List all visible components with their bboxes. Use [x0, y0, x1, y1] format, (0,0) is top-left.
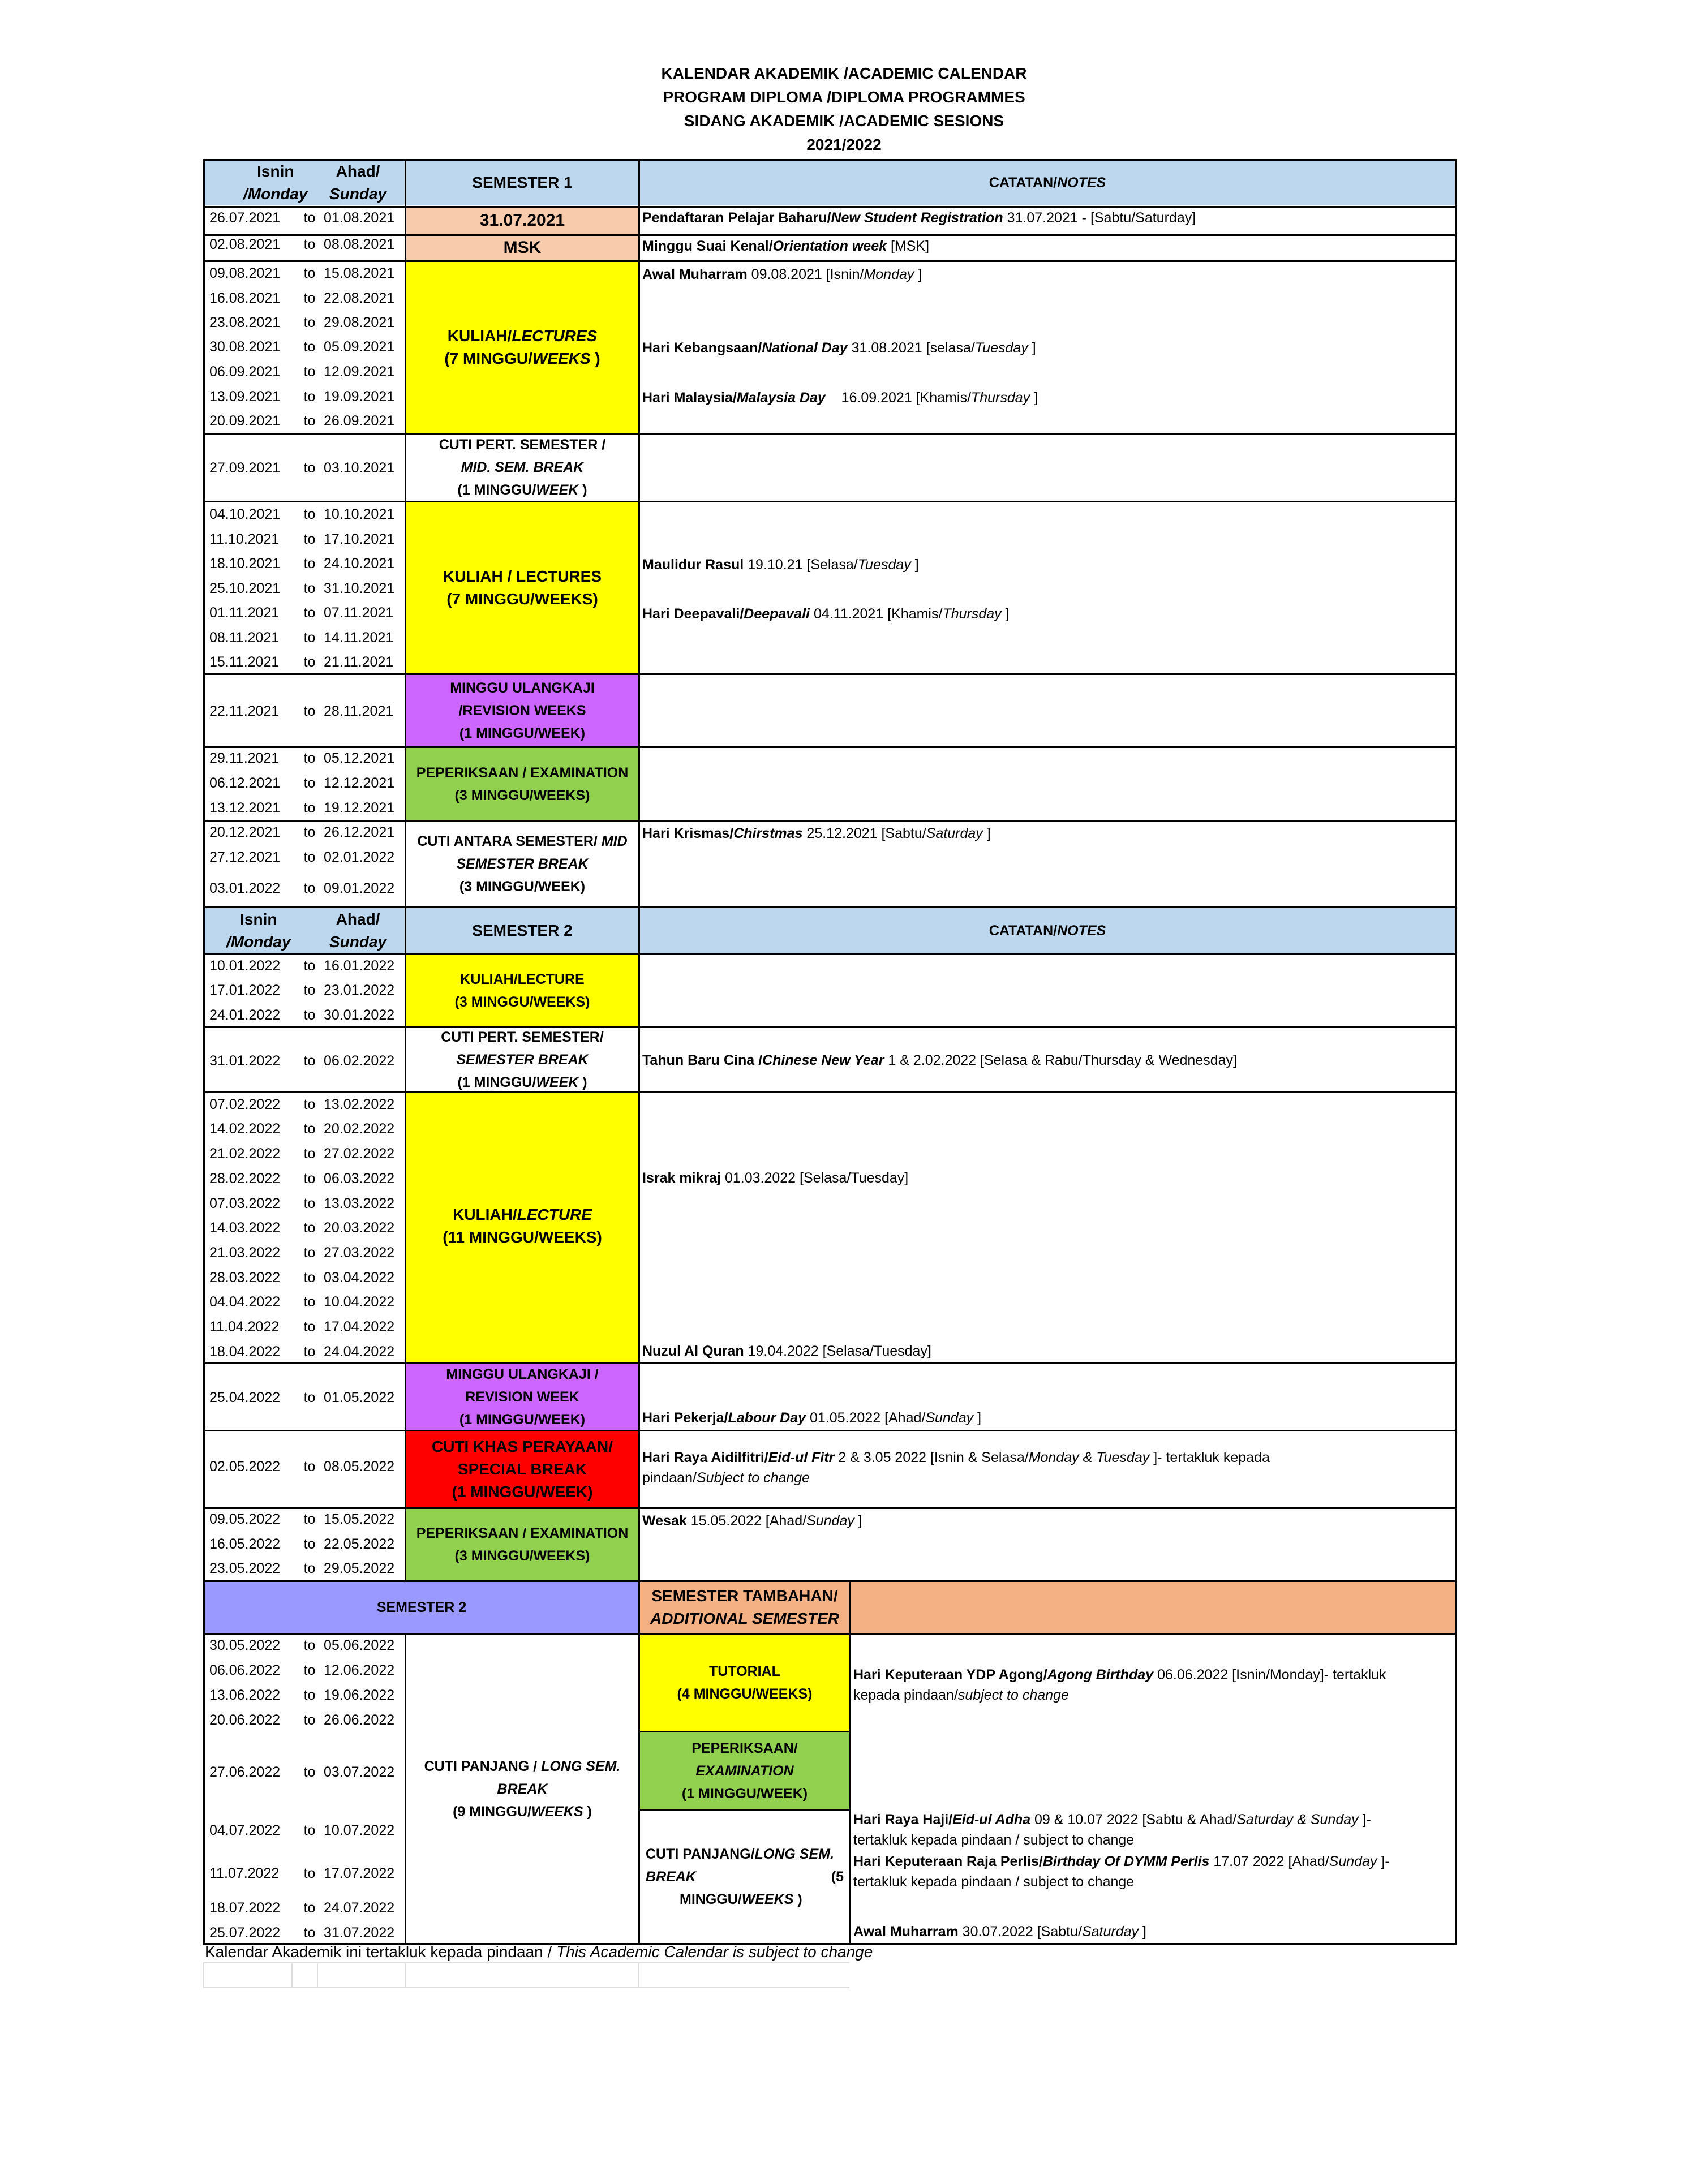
date-to: to — [303, 958, 316, 974]
date-row — [205, 314, 405, 332]
date-start: 18.04.2022 — [209, 1344, 281, 1360]
date-row — [205, 209, 405, 227]
date-row — [205, 1120, 405, 1138]
footer-grid-line — [317, 1962, 318, 1987]
date-end: 10.04.2022 — [324, 1294, 395, 1310]
date-to: to — [303, 703, 316, 719]
date-start: 07.02.2022 — [209, 1097, 281, 1112]
date-end: 07.11.2021 — [324, 605, 394, 621]
sem2-kuliah2-cell: KULIAH/LECTURE (11 MINGGU/WEEKS) — [406, 1093, 638, 1362]
title-line-4: 2021/2022 — [806, 136, 882, 153]
date-to: to — [303, 339, 316, 355]
grid-line — [203, 1580, 1457, 1582]
date-start: 30.05.2022 — [209, 1637, 281, 1653]
date-to: to — [303, 1196, 316, 1211]
date-to: to — [303, 824, 316, 840]
date-start: 07.03.2022 — [209, 1196, 281, 1211]
date-start: 21.02.2022 — [209, 1146, 281, 1162]
date-start: 13.09.2021 — [209, 389, 281, 405]
date-start: 04.07.2022 — [209, 1822, 281, 1838]
date-row — [205, 1318, 405, 1336]
date-to: to — [303, 1712, 316, 1728]
date-to: to — [303, 413, 316, 429]
grid-line — [203, 953, 1457, 955]
date-to: to — [303, 1121, 316, 1137]
date-end: 17.04.2022 — [324, 1319, 395, 1335]
date-start: 24.01.2022 — [209, 1007, 281, 1023]
footer-grid-line — [638, 1962, 639, 1987]
date-row — [205, 654, 405, 672]
footer-grid-line — [405, 1962, 406, 1987]
note-agong-birthday: Hari Keputeraan YDP Agong/Agong Birthday 06.06.2022 [Isnin/Monday]- tertakluk kepada pindaan/subject to change — [853, 1667, 1386, 1703]
date-to: to — [303, 880, 316, 896]
date-to: to — [303, 982, 316, 998]
grid-line — [203, 906, 1457, 908]
date-start: 15.11.2021 — [209, 654, 280, 670]
date-row — [205, 982, 405, 1000]
date-start: 06.09.2021 — [209, 364, 281, 380]
date-end: 12.06.2022 — [324, 1662, 395, 1678]
title-line-1: KALENDAR AKADEMIK /ACADEMIC CALENDAR — [661, 65, 1027, 82]
date-row — [205, 629, 405, 647]
date-row — [205, 1195, 405, 1213]
tambahan-long-break-cell: CUTI PANJANG/LONG SEM. BREAK (5 MINGGU/WEEKS ) — [646, 1846, 844, 1907]
date-to: to — [303, 1171, 316, 1186]
grid-line — [203, 1430, 1457, 1431]
date-to: to — [303, 1560, 316, 1576]
date-to: to — [303, 389, 316, 405]
date-to: to — [303, 290, 316, 306]
date-end: 10.07.2022 — [324, 1822, 395, 1838]
date-row — [205, 388, 405, 406]
date-row — [205, 1865, 405, 1883]
grid-line — [203, 1091, 1457, 1093]
date-start: 02.08.2021 — [209, 237, 281, 252]
registration-date-cell: 31.07.2021 — [406, 207, 638, 234]
date-row — [205, 1712, 405, 1730]
date-row — [205, 750, 405, 768]
date-end: 27.03.2022 — [324, 1245, 395, 1261]
title-line-2: PROGRAM DIPLOMA /DIPLOMA PROGRAMMES — [663, 88, 1025, 106]
date-row — [205, 1687, 405, 1705]
date-end: 13.02.2022 — [324, 1097, 395, 1112]
date-row — [205, 1007, 405, 1025]
date-start: 23.08.2021 — [209, 315, 281, 330]
date-row — [205, 506, 405, 524]
date-end: 15.08.2021 — [324, 265, 395, 281]
date-to: to — [303, 581, 316, 596]
sem1-cuti1-cell: CUTI PERT. SEMESTER / MID. SEM. BREAK (1 MINGGU/WEEK ) — [439, 437, 606, 498]
date-to: to — [303, 1822, 316, 1838]
date-to: to — [303, 1637, 316, 1653]
date-to: to — [303, 1319, 316, 1335]
date-end: 20.03.2022 — [324, 1220, 395, 1236]
date-end: 31.10.2021 — [324, 581, 395, 596]
date-row — [205, 880, 405, 898]
date-row — [205, 1924, 405, 1942]
date-to: to — [303, 556, 316, 571]
date-end: 21.11.2021 — [324, 654, 394, 670]
date-start: 04.04.2022 — [209, 1294, 281, 1310]
date-start: 28.03.2022 — [209, 1270, 281, 1286]
date-start: 09.05.2022 — [209, 1511, 281, 1527]
date-to: to — [303, 265, 316, 281]
note-labour-day: Hari Pekerja/Labour Day 01.05.2022 [Ahad/Sunday ] — [642, 1410, 982, 1426]
col-isnin-2: Isnin /Monday — [226, 910, 291, 951]
grid-line — [638, 1731, 849, 1732]
grid-line — [405, 159, 406, 1582]
date-row — [205, 604, 405, 622]
date-end: 26.09.2021 — [324, 413, 395, 429]
date-to: to — [303, 775, 316, 791]
date-to: to — [303, 630, 316, 646]
date-end: 29.05.2022 — [324, 1560, 395, 1576]
date-start: 20.09.2021 — [209, 413, 281, 429]
date-row — [205, 338, 405, 356]
date-to: to — [303, 1662, 316, 1678]
date-end: 23.01.2022 — [324, 982, 395, 998]
date-end: 15.05.2022 — [324, 1511, 395, 1527]
note-christmas: Hari Krismas/Chirstmas 25.12.2021 [Sabtu/Saturday ] — [642, 826, 991, 841]
sem1-revision-cell: MINGGU ULANGKAJI /REVISION WEEKS (1 MINGGU/WEEK) — [406, 675, 638, 746]
date-row — [205, 1560, 405, 1578]
date-row — [205, 957, 405, 975]
date-to: to — [303, 1146, 316, 1162]
grid-line — [203, 159, 205, 1945]
date-start: 20.06.2022 — [209, 1712, 281, 1728]
date-end: 24.10.2021 — [324, 556, 395, 571]
date-row — [205, 1052, 405, 1070]
date-row — [205, 824, 405, 842]
date-to: to — [303, 1220, 316, 1236]
date-row — [205, 1764, 405, 1782]
date-end: 02.01.2022 — [324, 849, 395, 865]
date-end: 19.09.2021 — [324, 389, 395, 405]
date-row — [205, 363, 405, 381]
date-to: to — [303, 1925, 316, 1941]
date-to: to — [303, 1687, 316, 1703]
date-row — [205, 1822, 405, 1840]
date-to: to — [303, 1245, 316, 1261]
date-row — [205, 1899, 405, 1918]
date-start: 27.06.2022 — [209, 1764, 281, 1780]
grid-line — [1455, 159, 1457, 1945]
note-hari-raya-haji: Hari Raya Haji/Eid-ul Adha 09 & 10.07 2022 [Sabtu & Ahad/Saturday & Sunday ]- tertakluk kepada pindaan / subject to change — [853, 1812, 1371, 1848]
date-to: to — [303, 1865, 316, 1881]
date-to: to — [303, 654, 316, 670]
date-to: to — [303, 1053, 316, 1069]
date-row — [205, 555, 405, 573]
date-start: 06.12.2021 — [209, 775, 281, 791]
grid-line — [203, 1026, 1457, 1028]
date-row — [205, 1096, 405, 1114]
date-start: 31.01.2022 — [209, 1053, 281, 1069]
date-start: 06.06.2022 — [209, 1662, 281, 1678]
date-start: 14.02.2022 — [209, 1121, 281, 1137]
date-row — [205, 580, 405, 598]
date-end: 24.04.2022 — [324, 1344, 395, 1360]
date-start: 11.07.2022 — [209, 1865, 280, 1881]
note-raja-perlis-birthday: Hari Keputeraan Raja Perlis/Birthday Of DYMM Perlis 17.07 2022 [Ahad/Sunday ]- tertakluk kepada pindaan / subject to change — [853, 1854, 1390, 1890]
grid-line — [849, 1582, 851, 1945]
date-to: to — [303, 800, 316, 816]
date-end: 30.01.2022 — [324, 1007, 395, 1023]
date-start: 27.09.2021 — [209, 460, 281, 476]
grid-line — [203, 234, 1457, 236]
date-start: 14.03.2022 — [209, 1220, 281, 1236]
note-malaysia-day: Hari Malaysia/Malaysia Day 16.09.2021 [Khamis/Thursday ] — [642, 390, 1038, 406]
date-start: 29.11.2021 — [209, 750, 280, 766]
date-to: to — [303, 531, 316, 547]
date-row — [205, 1536, 405, 1554]
date-end: 05.06.2022 — [324, 1637, 395, 1653]
date-row — [205, 236, 405, 254]
date-row — [205, 412, 405, 431]
grid-line — [638, 1809, 849, 1811]
note-wesak: Wesak 15.05.2022 [Ahad/Sunday ] — [642, 1513, 862, 1529]
date-end: 12.12.2021 — [324, 775, 395, 791]
sem1-exam-cell: PEPERIKSAAN / EXAMINATION (3 MINGGU/WEEKS) — [406, 748, 638, 820]
tambahan-exam-cell: PEPERIKSAAN/ EXAMINATION (1 MINGGU/WEEK) — [640, 1732, 849, 1809]
date-to: to — [303, 750, 316, 766]
date-to: to — [303, 315, 316, 330]
date-end: 29.08.2021 — [324, 315, 395, 330]
date-start: 09.08.2021 — [209, 265, 281, 281]
date-end: 17.10.2021 — [324, 531, 395, 547]
date-end: 14.11.2021 — [324, 630, 394, 646]
date-end: 05.09.2021 — [324, 339, 395, 355]
date-start: 25.04.2022 — [209, 1390, 281, 1405]
date-end: 09.01.2022 — [324, 880, 395, 896]
note-deepavali: Hari Deepavali/Deepavali 04.11.2021 [Khamis/Thursday ] — [642, 606, 1010, 622]
sem1-cuti2-cell: CUTI ANTARA SEMESTER/ MID SEMESTER BREAK (3 MINGGU/WEEK) — [417, 833, 628, 895]
date-end: 03.04.2022 — [324, 1270, 395, 1286]
sem1-notes-header: CATATAN/NOTES — [640, 160, 1455, 205]
date-end: 24.07.2022 — [324, 1900, 395, 1916]
date-end: 22.08.2021 — [324, 290, 395, 306]
sem2-cuti1-cell: CUTI PERT. SEMESTER/ SEMESTER BREAK (1 MINGGU/WEEK ) — [441, 1029, 604, 1090]
sem2-notes-header: CATATAN/NOTES — [640, 908, 1455, 953]
grid-line — [203, 820, 1457, 822]
date-row — [205, 1637, 405, 1655]
note-nuzul-al-quran: Nuzul Al Quran 19.04.2022 [Selasa/Tuesday] — [642, 1343, 931, 1359]
date-start: 23.05.2022 — [209, 1560, 281, 1576]
date-end: 08.08.2021 — [324, 237, 395, 252]
date-start: 08.11.2021 — [209, 630, 280, 646]
grid-line — [203, 159, 1457, 161]
sem2-header: SEMESTER 2 — [406, 908, 638, 953]
date-start: 11.04.2022 — [209, 1319, 280, 1335]
date-end: 27.02.2022 — [324, 1146, 395, 1162]
date-row — [205, 799, 405, 818]
grid-line — [203, 1633, 1457, 1635]
date-end: 10.10.2021 — [324, 506, 395, 522]
date-end: 28.11.2021 — [324, 703, 394, 719]
date-start: 20.12.2021 — [209, 824, 281, 840]
date-end: 13.03.2022 — [324, 1196, 395, 1211]
date-start: 22.11.2021 — [209, 703, 280, 719]
date-end: 01.08.2021 — [324, 210, 395, 226]
date-start: 04.10.2021 — [209, 506, 281, 522]
footer-grid-line — [203, 1987, 849, 1988]
date-row — [205, 1269, 405, 1287]
grid-line — [203, 673, 1457, 675]
date-end: 01.05.2022 — [324, 1390, 395, 1405]
date-row — [205, 1662, 405, 1680]
semester-tambahan-header: SEMESTER TAMBAHAN/ ADDITIONAL SEMESTER — [640, 1582, 849, 1633]
date-to: to — [303, 1764, 316, 1780]
date-row — [205, 1219, 405, 1237]
title-line-3: SIDANG AKADEMIK /ACADEMIC SESIONS — [684, 112, 1004, 130]
note-awal-muharram-2022: Awal Muharram 30.07.2022 [Sabtu/Saturday ] — [853, 1924, 1146, 1940]
date-start: 01.11.2021 — [209, 605, 280, 621]
date-start: 18.10.2021 — [209, 556, 281, 571]
date-row — [205, 1145, 405, 1163]
date-start: 13.12.2021 — [209, 800, 281, 816]
date-row — [205, 703, 405, 721]
grid-line — [638, 159, 640, 1945]
date-row — [205, 290, 405, 308]
sem1-header: SEMESTER 1 — [406, 160, 638, 205]
sem3-left-header: SEMESTER 2 — [205, 1582, 638, 1633]
col-ahad: Ahad/ Sunday — [329, 162, 387, 203]
date-start: 27.12.2021 — [209, 849, 281, 865]
date-row — [205, 775, 405, 793]
date-to: to — [303, 460, 316, 476]
date-end: 06.02.2022 — [324, 1053, 395, 1069]
date-to: to — [303, 1536, 316, 1552]
date-end: 03.07.2022 — [324, 1764, 395, 1780]
grid-line — [203, 501, 1457, 502]
date-to: to — [303, 237, 316, 252]
note-awal-muharram-2021: Awal Muharram 09.08.2021 [Isnin/Monday ] — [642, 266, 922, 282]
date-to: to — [303, 1511, 316, 1527]
note-national-day: Hari Kebangsaan/National Day 31.08.2021 [selasa/Tuesday ] — [642, 340, 1036, 356]
date-end: 19.06.2022 — [324, 1687, 395, 1703]
date-to: to — [303, 1270, 316, 1286]
footer-grid-line — [291, 1962, 293, 1987]
date-start: 21.03.2022 — [209, 1245, 281, 1261]
date-row — [205, 1170, 405, 1188]
date-row — [205, 1244, 405, 1262]
date-end: 05.12.2021 — [324, 750, 395, 766]
col-ahad-2: Ahad/ Sunday — [329, 910, 387, 951]
grid-line — [203, 746, 1457, 748]
date-to: to — [303, 210, 316, 226]
date-to: to — [303, 1390, 316, 1405]
date-end: 31.07.2022 — [324, 1925, 395, 1941]
sem1-kuliah2-cell: KULIAH / LECTURES (7 MINGGU/WEEKS) — [406, 502, 638, 673]
date-end: 03.10.2021 — [324, 460, 395, 476]
date-to: to — [303, 1294, 316, 1310]
grid-line — [203, 1507, 1457, 1509]
date-row — [205, 1293, 405, 1312]
date-end: 20.02.2022 — [324, 1121, 395, 1137]
date-start: 28.02.2022 — [209, 1171, 281, 1186]
date-to: to — [303, 1344, 316, 1360]
note-israk-mikraj: Israk mikraj 01.03.2022 [Selasa/Tuesday] — [642, 1170, 909, 1186]
footer-grid-line — [203, 1962, 204, 1987]
date-start: 16.05.2022 — [209, 1536, 281, 1552]
date-row — [205, 1343, 405, 1361]
date-to: to — [303, 1900, 316, 1916]
col-isnin: Isnin /Monday — [243, 162, 308, 203]
grid-line — [203, 206, 1457, 208]
note-new-student-registration: Pendaftaran Pelajar Baharu/New Student Registration 31.07.2021 - [Sabtu/Saturday] — [642, 210, 1196, 226]
date-start: 18.07.2022 — [209, 1900, 281, 1916]
date-start: 17.01.2022 — [209, 982, 281, 998]
note-maulidur-rasul: Maulidur Rasul 19.10.21 [Selasa/Tuesday ] — [642, 557, 919, 573]
note-aidilfitri: Hari Raya Aidilfitri/Eid-ul Fitr 2 & 3.05 2022 [Isnin & Selasa/Monday & Tuesday ]- tertakluk kepada pindaan/Subject to change — [642, 1450, 1270, 1486]
date-start: 25.07.2022 — [209, 1925, 281, 1941]
date-to: to — [303, 364, 316, 380]
date-to: to — [303, 1097, 316, 1112]
date-start: 25.10.2021 — [209, 581, 281, 596]
date-row — [205, 531, 405, 549]
date-row — [205, 1458, 405, 1476]
date-row — [205, 1511, 405, 1529]
sem1-kuliah1-cell: KULIAH/LECTURES (7 MINGGU/WEEKS ) — [406, 261, 638, 433]
footer-disclaimer: Kalendar Akademik ini tertakluk kepada pindaan / This Academic Calendar is subject to change — [205, 1943, 873, 1961]
date-end: 26.12.2021 — [324, 824, 395, 840]
date-start: 10.01.2022 — [209, 958, 281, 974]
sem2-exam-cell: PEPERIKSAAN / EXAMINATION (3 MINGGU/WEEKS) — [406, 1509, 638, 1580]
tambahan-notes-header — [851, 1582, 1455, 1633]
date-end: 12.09.2021 — [324, 364, 395, 380]
date-end: 22.05.2022 — [324, 1536, 395, 1552]
date-end: 19.12.2021 — [324, 800, 395, 816]
msk-cell: MSK — [406, 235, 638, 260]
grid-line — [203, 433, 1457, 435]
date-to: to — [303, 849, 316, 865]
date-start: 03.01.2022 — [209, 880, 281, 896]
date-start: 30.08.2021 — [209, 339, 281, 355]
grid-line — [203, 260, 1457, 262]
date-to: to — [303, 1007, 316, 1023]
date-start: 26.07.2021 — [209, 210, 281, 226]
date-start: 11.10.2021 — [209, 531, 280, 547]
note-orientation-week: Minggu Suai Kenal/Orientation week [MSK] — [642, 238, 930, 254]
date-row — [205, 459, 405, 478]
date-end: 17.07.2022 — [324, 1865, 395, 1881]
date-row — [205, 849, 405, 867]
date-row — [205, 265, 405, 283]
date-end: 26.06.2022 — [324, 1712, 395, 1728]
date-start: 13.06.2022 — [209, 1687, 281, 1703]
note-chinese-new-year: Tahun Baru Cina /Chinese New Year 1 & 2.02.2022 [Selasa & Rabu/Thursday & Wednesday] — [642, 1052, 1237, 1068]
date-start: 02.05.2022 — [209, 1459, 281, 1474]
date-end: 16.01.2022 — [324, 958, 395, 974]
date-to: to — [303, 1459, 316, 1474]
sem2-revision-cell: MINGGU ULANGKAJI / REVISION WEEK (1 MINGGU/WEEK) — [406, 1364, 638, 1430]
date-end: 06.03.2022 — [324, 1171, 395, 1186]
date-to: to — [303, 605, 316, 621]
date-row — [205, 1389, 405, 1407]
grid-line — [203, 1362, 1457, 1364]
sem2-special-break-cell: CUTI KHAS PERAYAAN/ SPECIAL BREAK (1 MINGGU/WEEK) — [406, 1431, 638, 1507]
sem3-long-break-cell: CUTI PANJANG / LONG SEM. BREAK (9 MINGGU/WEEKS ) — [424, 1758, 621, 1820]
sem2-kuliah1-cell: KULIAH/LECTURE (3 MINGGU/WEEKS) — [406, 955, 638, 1026]
date-end: 08.05.2022 — [324, 1459, 395, 1474]
date-to: to — [303, 506, 316, 522]
grid-line — [405, 1633, 406, 1945]
tutorial-cell: TUTORIAL (4 MINGGU/WEEKS) — [640, 1635, 849, 1731]
date-start: 16.08.2021 — [209, 290, 281, 306]
